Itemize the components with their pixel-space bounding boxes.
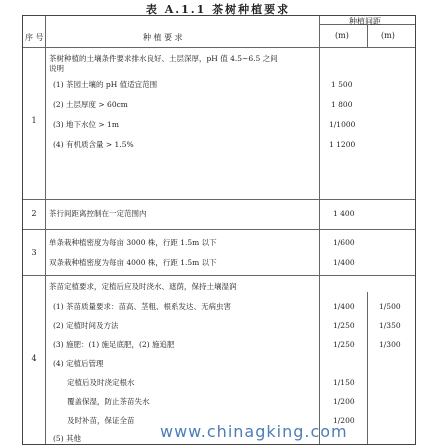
row2-value: 1 400 (333, 209, 355, 218)
header-spacing: 种植间距 (349, 17, 381, 26)
row-number: 3 (31, 248, 37, 257)
row1-line: (1) 茶园土壤的 pH 值适宜范围 (53, 80, 158, 89)
row1-line: 说明 (49, 64, 64, 73)
header-item: 种 植 要 求 (143, 33, 183, 42)
table-title: 表 A.1.1 茶树种植要求 (145, 3, 291, 16)
row2-line: 茶行间距离控制在一定范围内 (49, 209, 147, 218)
row1-bottom (23, 199, 415, 200)
header-bottom (23, 47, 415, 48)
row2-bottom (23, 229, 415, 230)
row3-bottom (23, 275, 415, 276)
row4-value: 1/200 (333, 416, 355, 425)
row-number: 4 (31, 354, 37, 363)
row4-value: 1/200 (333, 397, 355, 406)
divider-subcols (367, 24, 368, 47)
row4-line: 覆盖保湿，防止茶苗失水 (67, 397, 150, 406)
row4-line: (1) 茶苗质量要求：苗高、茎粗、根系发达、无病虫害 (53, 302, 232, 311)
row3-line: 双条栽种植密度为每亩 4000 株，行距 1.5m 以下 (49, 258, 217, 267)
row-number: 2 (31, 209, 37, 218)
row1-line: (3) 地下水位 > 1m (53, 120, 119, 129)
header-seq: 序 号 (25, 33, 44, 42)
row1-value: 1/1000 (329, 120, 356, 129)
row3-line: 单条栽种植密度为每亩 3000 株，行距 1.5m 以下 (49, 238, 217, 247)
header-sub-a: (m) (335, 31, 349, 40)
row1-line: 茶树种植的土壤条件要求排水良好、土层深厚，pH 值 4.5~6.5 之间 (49, 54, 278, 63)
row1-value: 1 800 (331, 100, 353, 109)
row3-value: 1/600 (333, 238, 355, 247)
row4-line: (3) 施肥：(1) 施足底肥，(2) 施追肥 (53, 340, 175, 349)
divider-subcols-row4 (367, 292, 368, 444)
row4-line: 茶苗定植要求，定植后应及时浇水、遮荫，保持土壤湿润 (49, 282, 237, 291)
row-number: 1 (31, 116, 37, 125)
row4-line: (5) 其他 (53, 434, 82, 443)
divider-values (319, 16, 320, 444)
divider-seq (45, 16, 46, 444)
row4-value: 1/250 (333, 340, 355, 349)
row4-value: 1/150 (333, 378, 355, 387)
header-sub-b: (m) (381, 31, 395, 40)
watermark-text: www.chinagking.com (160, 422, 348, 441)
row4-line: 及时补苗，保证全苗 (67, 416, 135, 425)
row4-line: (4) 定植后管理 (53, 359, 104, 368)
requirements-table (22, 15, 416, 445)
row1-value: 1 1200 (329, 140, 356, 149)
row1-line: (4) 有机质含量 > 1.5% (53, 140, 134, 149)
row4-value-b: 1/300 (379, 340, 401, 349)
row4-line: 定植后及时浇定根水 (67, 378, 135, 387)
row1-value: 1 500 (331, 80, 353, 89)
row4-value: 1/250 (333, 321, 355, 330)
row4-line: (2) 定植时间及方法 (53, 321, 119, 330)
row4-value: 1/400 (333, 302, 355, 311)
row1-line: (2) 土层厚度 > 60cm (53, 100, 128, 109)
row4-value-b: 1/500 (379, 302, 401, 311)
row3-value: 1/400 (333, 258, 355, 267)
row4-value-b: 1/350 (379, 321, 401, 330)
